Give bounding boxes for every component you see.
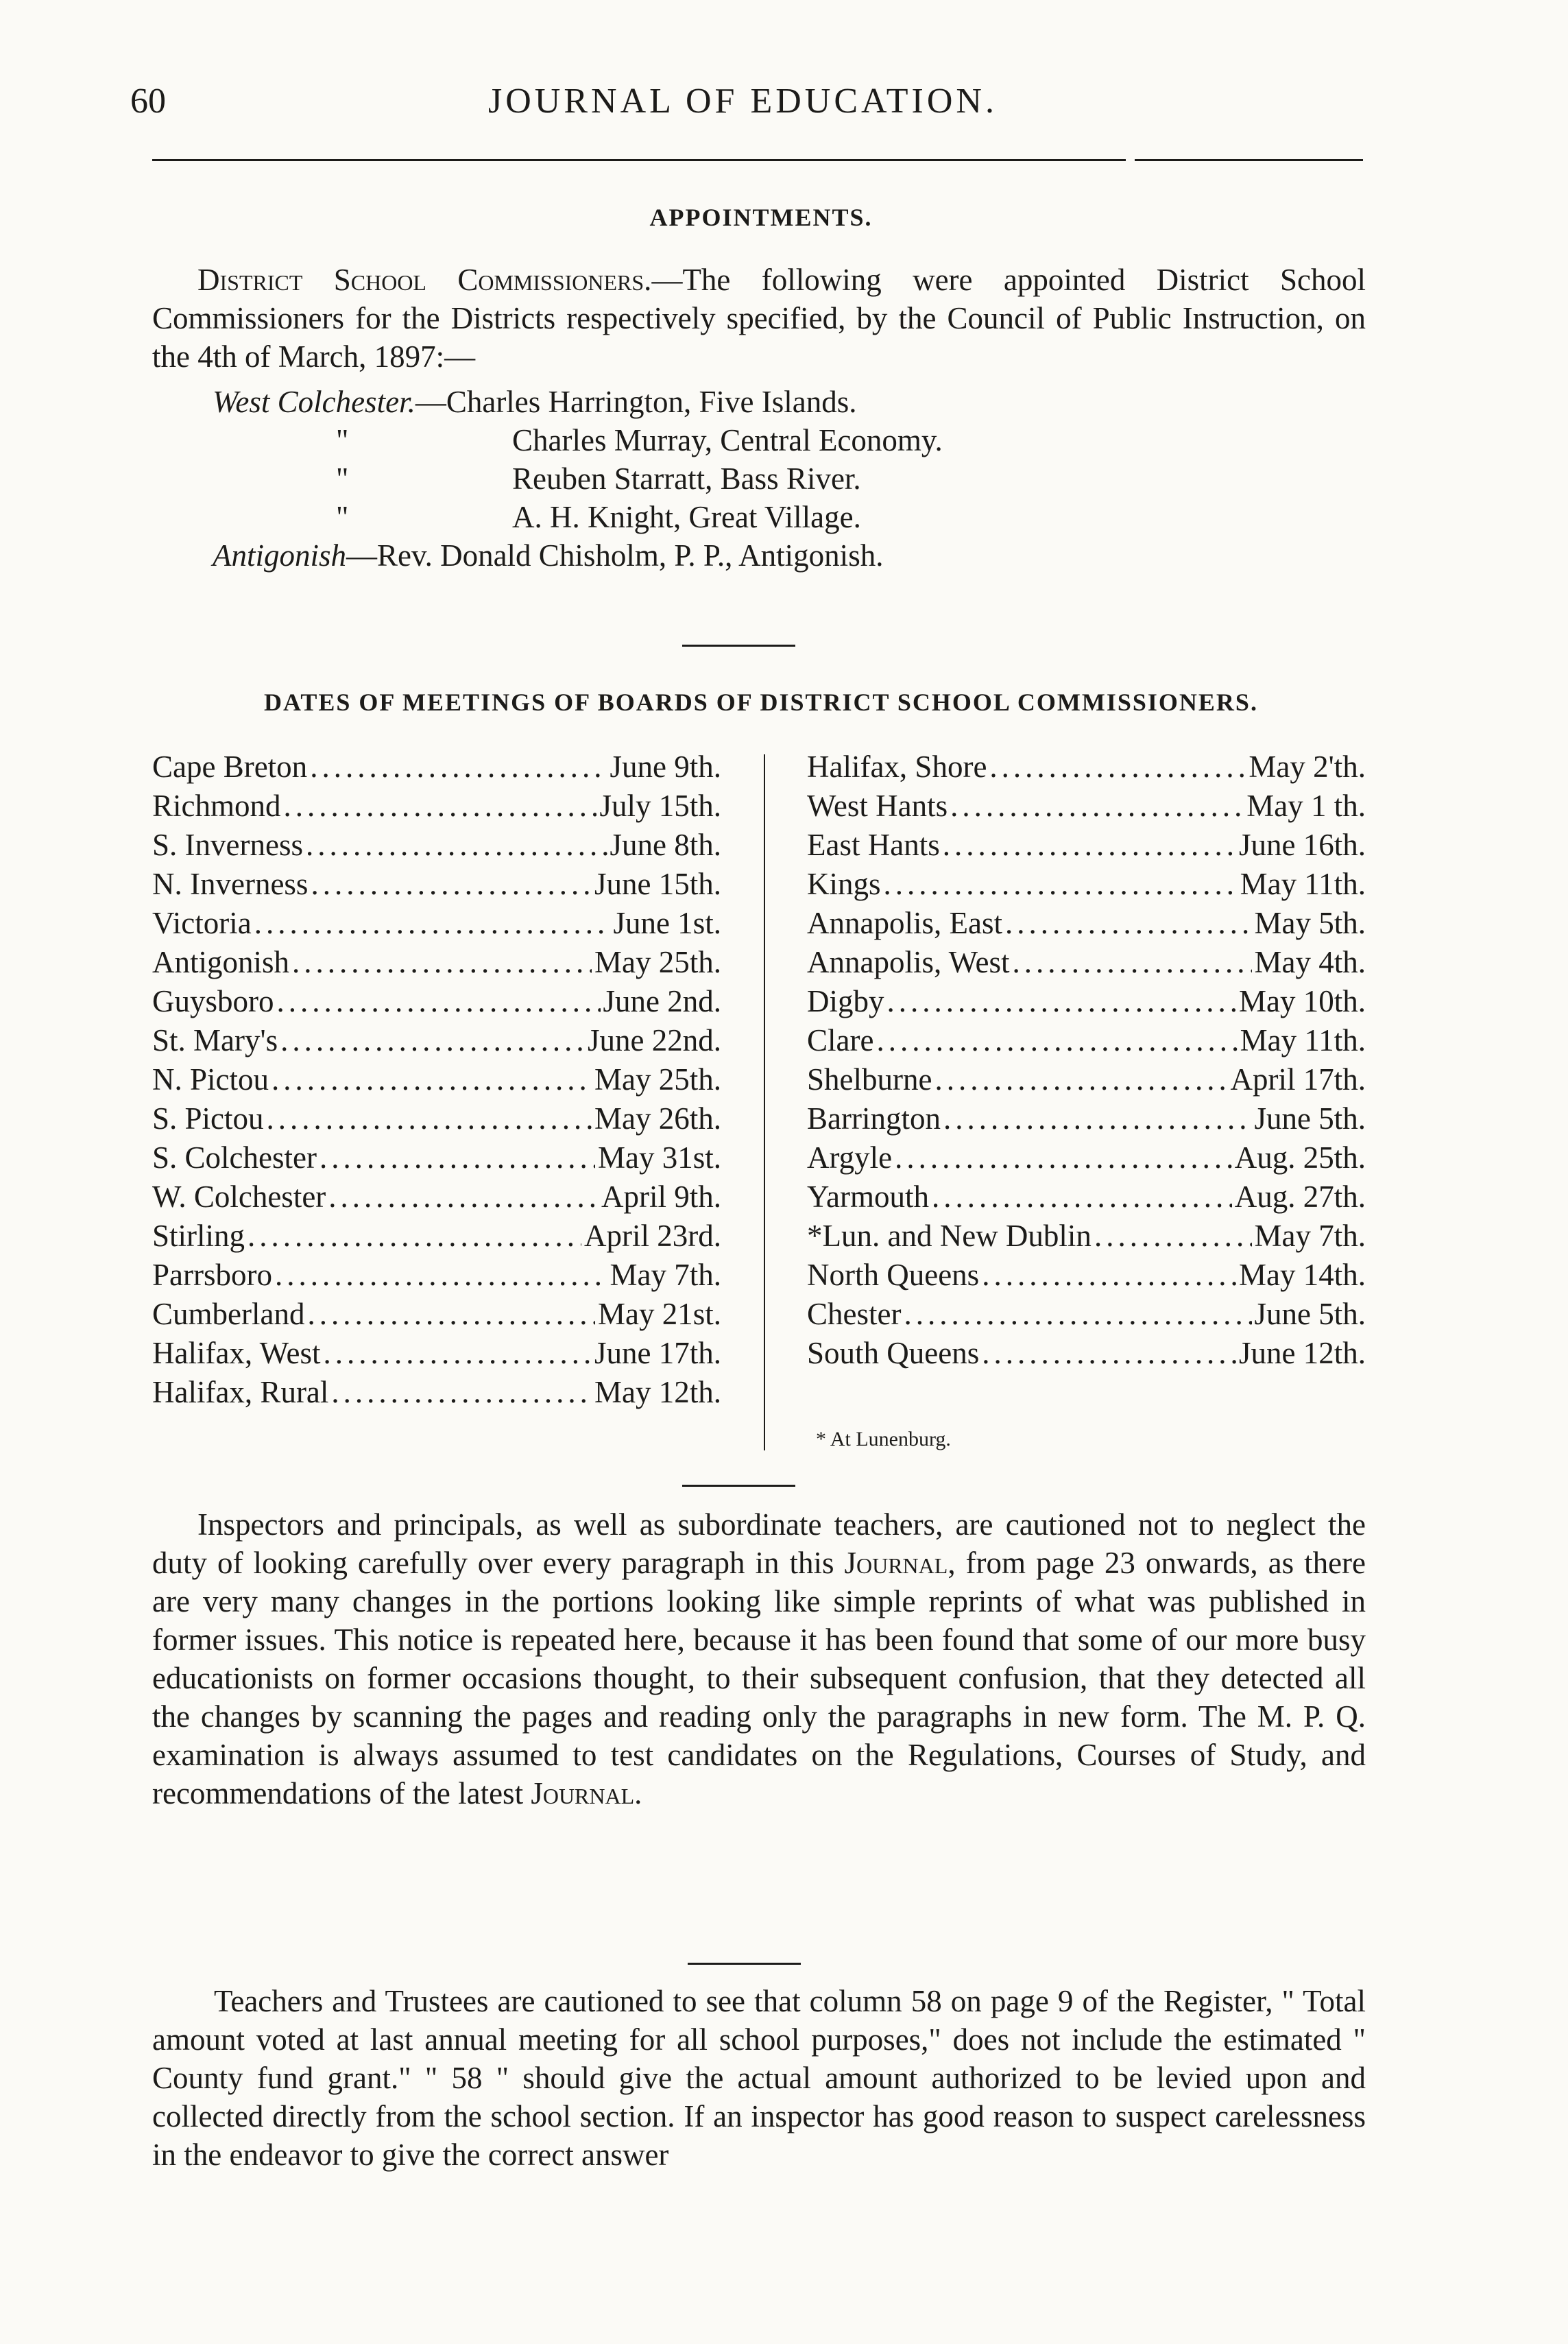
meeting-date: May 5th. [1254,906,1366,940]
leader-dots [1005,904,1252,943]
leader-dots [328,1177,599,1217]
meeting-district: W. Colchester [152,1180,326,1214]
meeting-row [807,1334,1366,1373]
meeting-district: Stirling [152,1219,245,1253]
meeting-row [152,1217,721,1256]
meeting-district: St. Mary's [152,1023,278,1057]
meeting-district: Digby [807,984,884,1018]
header-rule-right [1135,159,1363,161]
meeting-district: Yarmouth [807,1180,929,1214]
appointment-dash: — [346,538,378,573]
meeting-row [152,1138,721,1177]
header-rule-left [152,159,1126,161]
meeting-district: Cape Breton [152,750,308,784]
meeting-row [807,1099,1366,1138]
leader-dots [943,1099,1252,1138]
meeting-date: May 26th. [594,1101,721,1136]
meeting-district: Clare [807,1023,874,1057]
meeting-date: May 7th. [1254,1219,1366,1253]
appointment-district: West Colchester. [213,385,415,419]
meeting-district: S. Colchester [152,1140,317,1175]
leader-dots [1094,1217,1252,1256]
leader-dots [277,982,601,1021]
leader-dots [932,1177,1232,1217]
meeting-district: Chester [807,1297,902,1331]
meeting-district: Shelburne [807,1062,932,1097]
meeting-date: Aug. 25th. [1234,1140,1366,1175]
appointments-heading: APPOINTMENTS. [649,204,873,231]
meeting-row [807,1060,1366,1099]
column-divider [764,754,765,1450]
meeting-date: April 9th. [601,1180,721,1214]
appointment-person: Charles Harrington, Five Islands. [446,385,857,419]
meeting-district: Argyle [807,1140,893,1175]
caution-text-1: Inspectors and principals, as well as subordinate teachers, are cautioned not to neglect the duty of looking carefully over every paragraph in this [152,1507,1366,1580]
leader-dots [950,787,1244,826]
journal-word: Journal [844,1546,948,1580]
meeting-row [152,1334,721,1373]
ditto-mark: " [336,423,349,457]
meeting-row [152,1295,721,1334]
meeting-row [807,865,1366,904]
page-number: 60 [130,82,166,121]
meeting-date: June 15th. [594,867,721,901]
meeting-date: June 5th. [1254,1101,1366,1136]
meeting-row [152,1373,721,1412]
meeting-district: N. Inverness [152,867,309,901]
caution-text-3: . [634,1776,642,1810]
leader-dots [319,1138,595,1177]
meeting-date: May 25th. [594,1062,721,1097]
meeting-date: June 2nd. [603,984,721,1018]
meeting-row [807,1138,1366,1177]
meeting-row [152,982,721,1021]
leader-dots [989,748,1246,787]
appointment-district: Antigonish [213,538,347,573]
meetings-right-column [807,748,1366,1373]
meeting-date: May 1 th. [1246,789,1366,823]
meeting-district: Kings [807,867,881,901]
meeting-row [807,1021,1366,1060]
meeting-row [807,1177,1366,1217]
leader-dots [310,748,607,787]
leader-dots [280,1021,585,1060]
meeting-date: July 15th. [599,789,721,823]
leader-dots [292,943,592,982]
leader-dots [982,1334,1236,1373]
leader-dots [323,1334,592,1373]
meeting-district: Victoria [152,906,252,940]
meeting-date: May 11th. [1240,867,1366,901]
meeting-row [152,787,721,826]
meeting-row [152,1256,721,1295]
meeting-row [152,1021,721,1060]
appointments-list [213,383,943,575]
meeting-district: Annapolis, West [807,945,1010,979]
appointment-entry [213,421,943,459]
leader-dots [982,1256,1236,1295]
leader-dots [887,982,1237,1021]
ditto-mark: " [336,462,349,496]
meeting-row [152,1177,721,1217]
section-divider [682,645,795,647]
meeting-date: June 1st. [613,906,721,940]
meeting-district: Halifax, Rural [152,1375,329,1409]
meeting-row [152,943,721,982]
meeting-row [807,904,1366,943]
meeting-date: June 8th. [610,828,721,862]
meeting-district: Halifax, Shore [807,750,987,784]
meeting-date: Aug. 27th. [1234,1180,1366,1214]
leader-dots [876,1021,1237,1060]
leader-dots [331,1373,592,1412]
caution-paragraph [152,1505,1366,1813]
appointment-entry [213,536,883,575]
meeting-date: May 7th. [610,1258,721,1292]
leader-dots [1013,943,1252,982]
leader-dots [307,1295,595,1334]
leader-dots [884,865,1238,904]
meetings-footnote: * At Lunenburg. [816,1428,951,1450]
journal-word: Journal [531,1776,635,1810]
appointment-dash: — [415,385,446,419]
meeting-date: May 11th. [1240,1023,1366,1057]
meeting-row [152,865,721,904]
meeting-date: April 23rd. [584,1219,721,1253]
meeting-district: West Hants [807,789,948,823]
meeting-row [807,1217,1366,1256]
meeting-date: May 12th. [594,1375,721,1409]
meeting-row [807,943,1366,982]
meeting-row [152,826,721,865]
appointment-person: A. H. Knight, Great Village. [512,500,861,534]
meeting-date: May 31st. [598,1140,721,1175]
leader-dots [904,1295,1251,1334]
running-head [123,81,1362,136]
meeting-row [152,748,721,787]
meeting-date: June 22nd. [588,1023,721,1057]
appointment-person: Charles Murray, Central Economy. [512,423,943,457]
appointment-entry [213,459,883,498]
meeting-district: S. Inverness [152,828,303,862]
meeting-date: June 12th. [1239,1336,1366,1370]
meeting-district: Halifax, West [152,1336,321,1370]
appointment-entry [213,498,883,536]
leader-dots [306,826,607,865]
leader-dots [267,1099,592,1138]
meeting-date: May 4th. [1254,945,1366,979]
meeting-district: Richmond [152,789,281,823]
meeting-row [152,1060,721,1099]
appointment-entry [213,383,883,421]
meeting-date: May 10th. [1239,984,1366,1018]
leader-dots [895,1138,1232,1177]
leader-dots [272,1060,592,1099]
leader-dots [284,787,597,826]
meeting-row [807,1256,1366,1295]
leader-dots [934,1060,1227,1099]
meeting-row [807,787,1366,826]
meeting-district: Annapolis, East [807,906,1002,940]
meeting-district: Barrington [807,1101,941,1136]
meeting-date: May 25th. [594,945,721,979]
meeting-date: June 9th. [610,750,721,784]
meeting-date: May 21st. [598,1297,721,1331]
appointment-person: Reuben Starratt, Bass River. [512,462,861,496]
appointment-person: Rev. Donald Chisholm, P. P., Antigonish. [377,538,884,573]
section-divider [682,1485,795,1487]
meeting-date: June 17th. [594,1336,721,1370]
meeting-date: April 17th. [1230,1062,1366,1097]
meeting-row [152,1099,721,1138]
leader-dots [943,826,1236,865]
leader-dots [248,1217,581,1256]
ditto-mark: " [336,500,349,534]
meeting-district: North Queens [807,1258,980,1292]
meeting-row [152,904,721,943]
meeting-date: May 2'th. [1249,750,1366,784]
meetings-table [152,748,1366,1461]
meeting-district: S. Pictou [152,1101,264,1136]
meeting-district: Antigonish [152,945,290,979]
journal-title: JOURNAL OF EDUCATION. [488,82,998,121]
meeting-date: June 16th. [1239,828,1366,862]
meeting-district: Guysboro [152,984,274,1018]
meeting-district: Parrsboro [152,1258,272,1292]
leader-dots [254,904,611,943]
meeting-row [807,982,1366,1021]
section-divider [688,1963,801,1965]
meeting-district: South Queens [807,1336,980,1370]
meeting-district: Cumberland [152,1297,305,1331]
meetings-left-column [152,748,721,1412]
meeting-district: *Lun. and New Dublin [807,1219,1091,1253]
meeting-date: May 14th. [1239,1258,1366,1292]
appointments-intro [152,261,1366,376]
meeting-row [807,1295,1366,1334]
meeting-district: N. Pictou [152,1062,269,1097]
meeting-row [807,748,1366,787]
appointments-intro-text: —The following were appointed District School Commissioners for the Districts respectively specified, by the Council of Public Instruction, on the 4th of March, 1897:— [152,263,1366,374]
meetings-heading: DATES OF MEETINGS OF BOARDS OF DISTRICT SCHOOL COMMISSIONERS. [264,689,1258,716]
meeting-date: June 5th. [1254,1297,1366,1331]
teachers-paragraph: Teachers and Trustees are cautioned to see that column 58 on page 9 of the Register, " Total amount voted at last annual meeting for all school purposes," does not include the estimated " County fund grant." " 58 " should give the actual amount authorized to be levied upon and collected directly from the school section. If an inspector has good reason to suspect carelessness in the endeavor to give the correct answer [152,1984,1366,2172]
meeting-district: East Hants [807,828,940,862]
leader-dots [275,1256,607,1295]
leader-dots [311,865,592,904]
appointments-lead: District School Commissioners. [197,263,652,297]
meeting-row [807,826,1366,865]
caution-text-2: , from page 23 onwards, as there are very many changes in the portions looking like simple reprints of what was published in former issues. This notice is repeated here, because it has been found that some of our more busy educationists on former occasions thought, to their subsequent confusion, that they detected all the changes by scanning the pages and reading only the paragraphs in new form. The M. P. Q. examination is always assumed to test candidates on the Regulations, Courses of Study, and recommendations of the latest [152,1546,1366,1810]
